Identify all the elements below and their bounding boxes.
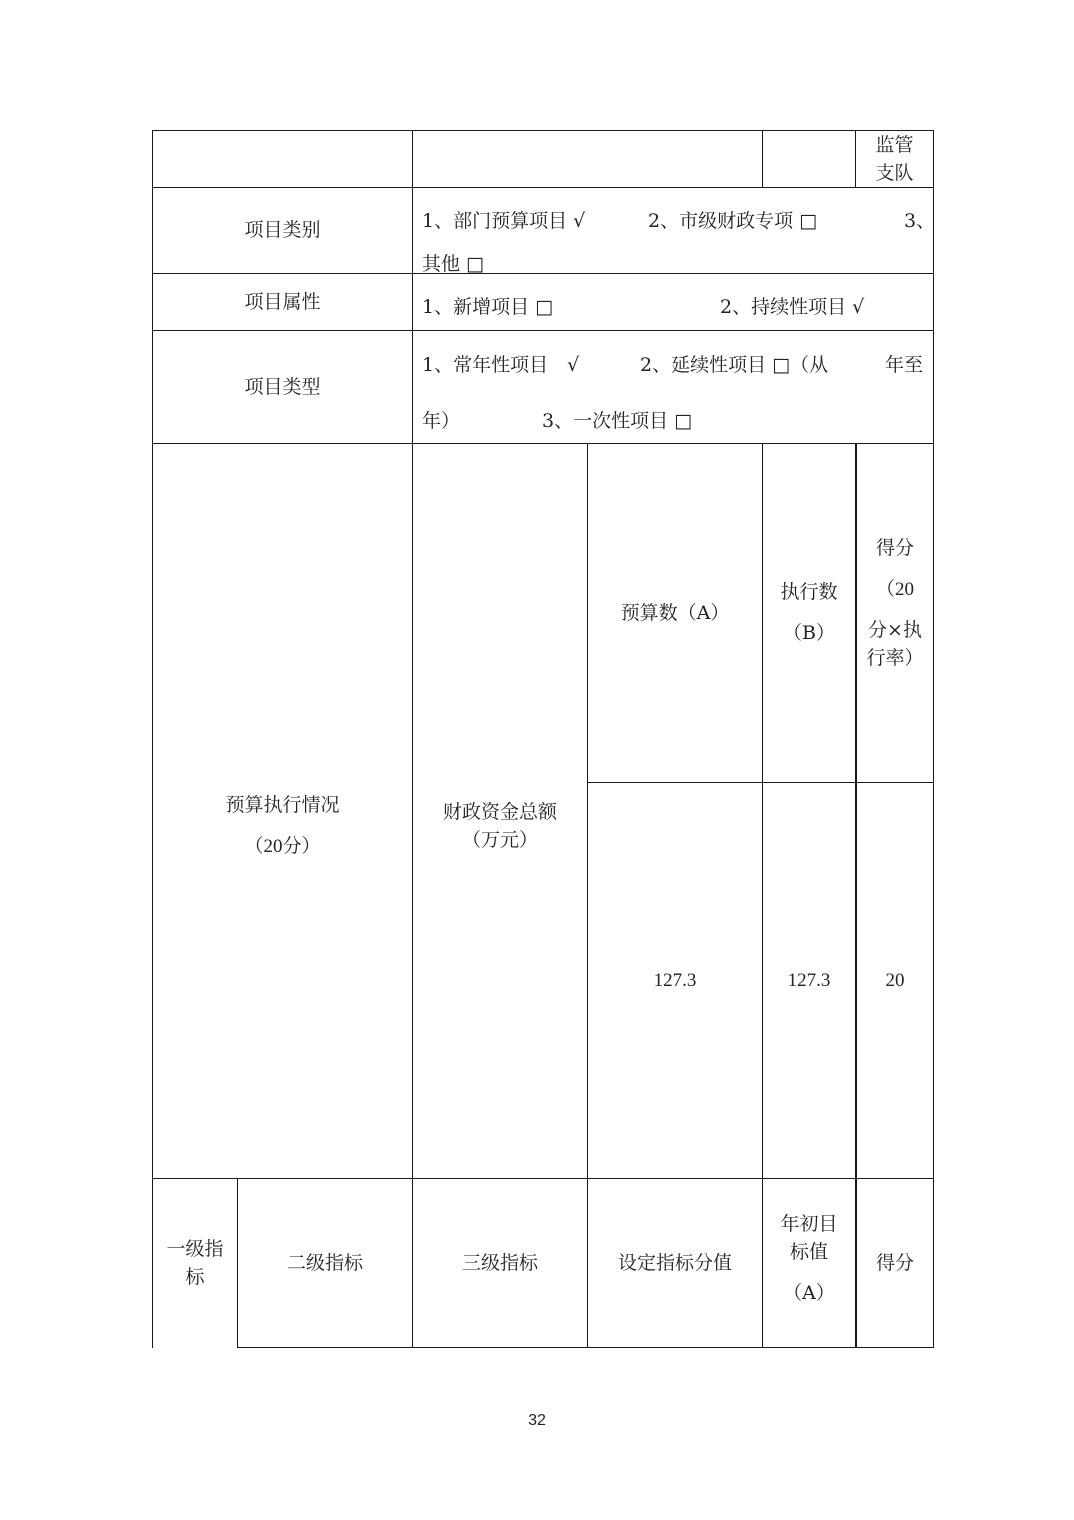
budget-amount-value: 127.3 xyxy=(653,970,697,991)
type-option-3: 3、一次性项目 □ xyxy=(542,410,693,432)
cell-text: 支队 xyxy=(875,161,914,184)
level3-indicator-header: 三级指标 xyxy=(461,1251,538,1274)
attribute-option-2: 2、持续性项目 √ xyxy=(720,296,865,318)
budget-execution-label: 预算执行情况 （20分） xyxy=(225,794,340,857)
level2-indicator-header: 二级指标 xyxy=(286,1251,363,1274)
execution-amount-header: 执行数 （B） xyxy=(780,581,838,644)
score-header: 得分 （20 分×执 行率） xyxy=(866,536,924,669)
initial-target-header: 年初目 标值 （A） xyxy=(780,1213,838,1304)
project-attribute-label: 项目属性 xyxy=(244,290,321,313)
category-option-3: 3、 xyxy=(904,210,936,232)
level1-indicator-header: 一级指 标 xyxy=(166,1237,224,1288)
type-option-2: 2、延续性项目 □（从 xyxy=(640,354,829,376)
attribute-option-1: 1、新增项目 □ xyxy=(422,296,554,318)
rule xyxy=(152,130,934,131)
category-option-1: 1、部门预算项目 √ xyxy=(422,210,586,232)
set-score-header: 设定指标分值 xyxy=(617,1251,732,1274)
rule xyxy=(237,1347,934,1348)
budget-amount-header: 预算数（A） xyxy=(620,601,730,624)
category-option-2: 2、市级财政专项 □ xyxy=(648,210,818,232)
project-type-label: 项目类型 xyxy=(244,375,321,398)
type-option-2-cont: 年） xyxy=(422,410,461,432)
supervision-team-cell xyxy=(856,131,933,187)
indicator-score-header: 得分 xyxy=(875,1251,914,1274)
page-number: 32 xyxy=(528,1412,546,1429)
project-category-label: 项目类别 xyxy=(244,219,321,241)
type-option-2-end: 年至 xyxy=(885,354,924,376)
fiscal-fund-total-label: 财政资金总额 （万元） xyxy=(442,800,557,851)
rule xyxy=(762,130,763,187)
execution-amount-value: 127.3 xyxy=(787,970,831,991)
cell-text: 监管 xyxy=(875,133,914,156)
category-option-3-cont: 其他 □ xyxy=(422,253,484,275)
rule xyxy=(933,130,934,1348)
type-option-1: 1、常年性项目 √ xyxy=(422,354,580,376)
score-value: 20 xyxy=(885,970,905,991)
